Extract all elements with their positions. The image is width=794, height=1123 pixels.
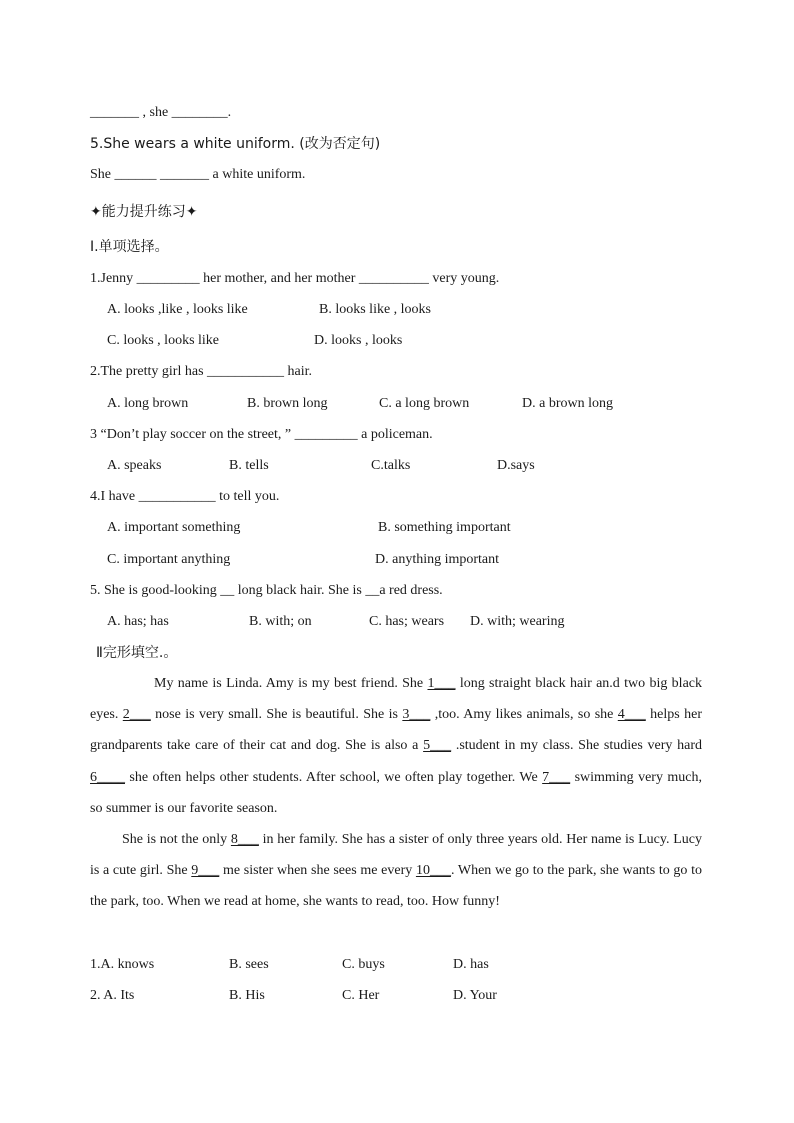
- blank-9: 9___: [191, 863, 220, 879]
- option-2a: A. long brown: [107, 396, 189, 411]
- section-heading: I.单项选择。: [90, 239, 169, 255]
- answer-1b: B. sees: [229, 957, 269, 972]
- answer-2a: 2. A. Its: [90, 988, 135, 1003]
- blank-6: 6____: [90, 769, 125, 785]
- option-1a: A. looks ,like , looks like: [107, 302, 248, 317]
- section-heading-cloze: Ⅱ完形填空.。: [96, 645, 178, 661]
- blank-4: 4___: [617, 707, 646, 723]
- blank-3: 3___: [402, 707, 431, 723]
- option-3d: D.says: [497, 458, 535, 473]
- question-5: 5. She is good-looking __ long black hair. She is __a red dress.: [90, 583, 443, 598]
- cloze-paragraph-1: My name is Linda. Amy is my best friend. She 1___ long straight black hair an.d two big black eyes. 2___ nose is very small. She is beautiful. She is 3___ ,too. Amy likes animals, so she 4___ helps her grandparents take care of their cat and dog. She is also a 5___ .student in my class. She studies very hard 6____ she often helps other students. After school, we often play together. We 7___ swimming very much, so summer is our favorite season.: [90, 676, 702, 816]
- answer-line: She ______ _______ a white uniform.: [90, 167, 306, 182]
- answer-2d: D. Your: [453, 988, 497, 1003]
- answer-1a: 1.A. knows: [90, 957, 155, 972]
- option-4d: D. anything important: [375, 552, 500, 567]
- cloze-paragraph-2: She is not the only 8___ in her family. She has a sister of only three years old. Her name is Lucy. Lucy is a cute girl. She 9___ me sister when she sees me every 10___. When we go to the park, she wants to go to the park, too. When we read at home, she wants to read, too. How funny!: [90, 832, 702, 910]
- option-5b: B. with; on: [249, 614, 312, 629]
- blank-2: 2___: [122, 707, 151, 723]
- question-line: 5.She wears a white uniform. (改为否定句): [90, 136, 381, 152]
- option-2d: D. a brown long: [522, 396, 613, 411]
- option-5d: D. with; wearing: [470, 614, 565, 629]
- blank-10: 10___: [415, 863, 451, 879]
- option-3b: B. tells: [229, 458, 269, 473]
- answer-1c: C. buys: [342, 957, 385, 972]
- question-4: 4.I have ___________ to tell you.: [90, 489, 280, 504]
- option-4a: A. important something: [107, 520, 241, 535]
- blank-1: 1___: [427, 676, 456, 691]
- option-2c: C. a long brown: [379, 396, 470, 411]
- option-1b: B. looks like , looks: [319, 302, 432, 317]
- section-title: ✦能力提升练习✦: [90, 204, 198, 220]
- option-1c: C. looks , looks like: [107, 333, 220, 348]
- answer-2b: B. His: [229, 988, 265, 1003]
- option-5c: C. has; wears: [369, 614, 445, 629]
- option-3a: A. speaks: [107, 458, 162, 473]
- option-5a: A. has; has: [107, 614, 169, 629]
- question-3: 3 “Don’t play soccer on the street, ” _________ a policeman.: [90, 427, 433, 442]
- option-1d: D. looks , looks: [314, 333, 403, 348]
- answer-1d: D. has: [453, 957, 489, 972]
- answer-2c: C. Her: [342, 988, 380, 1003]
- option-4c: C. important anything: [107, 552, 231, 567]
- blank-5: 5___: [423, 738, 452, 754]
- question-1: 1.Jenny _________ her mother, and her mother __________ very young.: [90, 271, 500, 286]
- option-2b: B. brown long: [247, 396, 328, 411]
- option-3c: C.talks: [371, 458, 411, 473]
- blank-8: 8___: [230, 832, 259, 847]
- question-2: 2.The pretty girl has ___________ hair.: [90, 364, 313, 379]
- option-4b: B. something important: [378, 520, 511, 535]
- text-line: _______ , she ________.: [90, 105, 232, 120]
- blank-7: 7___: [542, 769, 571, 785]
